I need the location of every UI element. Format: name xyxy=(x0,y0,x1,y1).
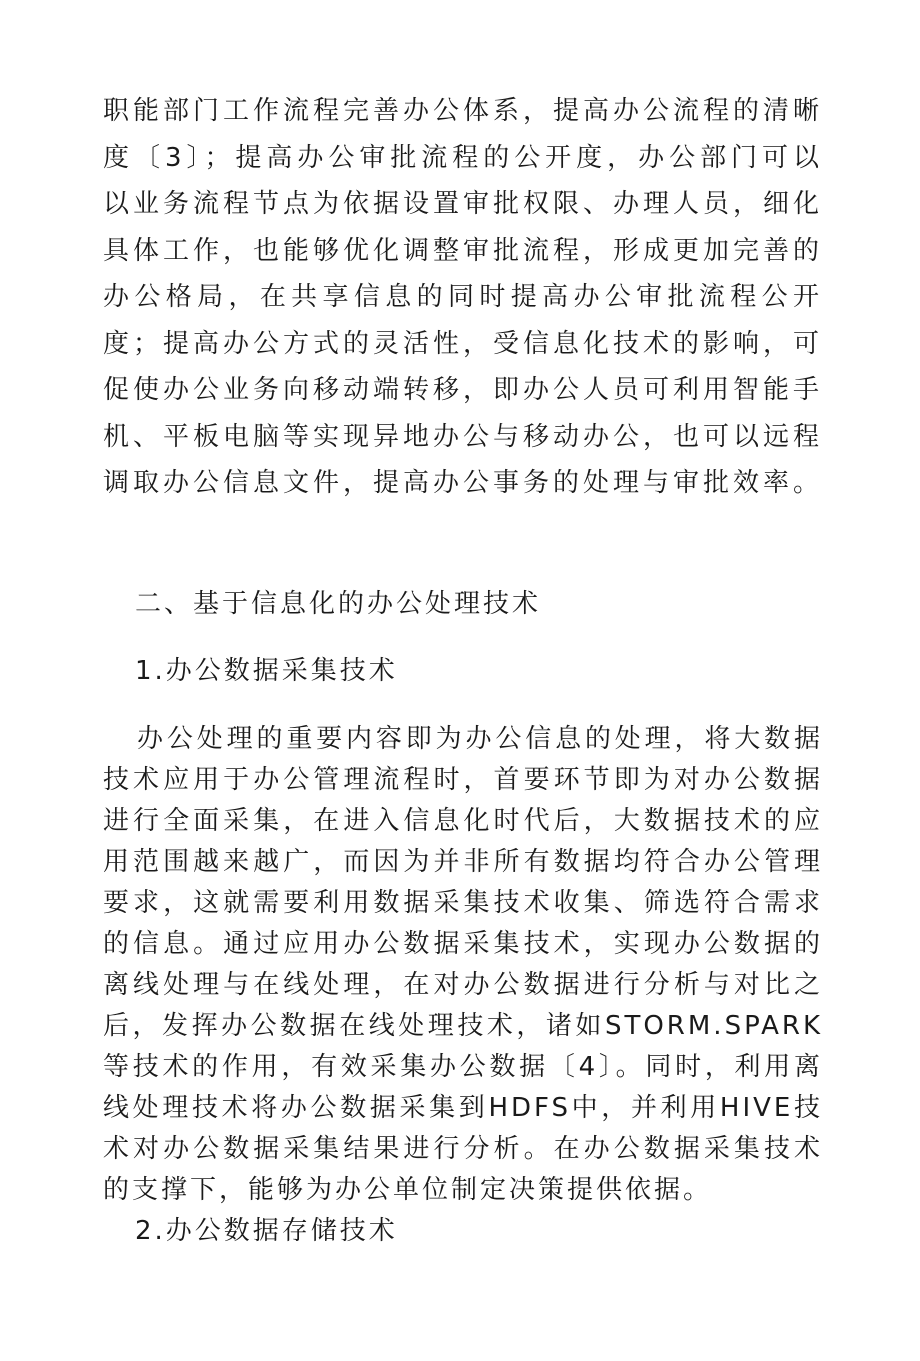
body-paragraph: 办公处理的重要内容即为办公信息的处理，将大数据技术应用于办公管理流程时，首要环节即为对办公数据进行全面采集，在进入信息化时代后，大数据技术的应用范围越来越广，而因为并非所有数据均符合办公管理要求，这就需要利用数据采集技术收集、筛选符合需求的信息。通过应用办公数据采集技术，实现办公数据的离线处理与在线处理，在对办公数据进行分析与对比之后，发挥办公数据在线处理技术，诸如STORM.SPARK等技术的作用，有效采集办公数据〔4〕。同时，利用离线处理技术将办公数据采集到HDFS中，并利用HIVE技术对办公数据采集结果进行分析。在办公数据采集技术的支撑下，能够为办公单位制定决策提供依据。 xyxy=(103,724,823,1205)
subsection-heading: 1.办公数据采集技术 xyxy=(135,656,398,686)
subsection-heading: 2.办公数据存储技术 xyxy=(135,1216,398,1246)
body-paragraph: 职能部门工作流程完善办公体系，提高办公流程的清晰度〔3〕；提高办公审批流程的公开度，办公部门可以以业务流程节点为依据设置审批权限、办理人员，细化具体工作，也能够优化调整审批流程，形成更加完善的办公格局，在共享信息的同时提高办公审批流程公开度；提高办公方式的灵活性，受信息化技术的影响，可促使办公业务向移动端转移，即办公人员可利用智能手机、平板电脑等实现异地办公与移动办公，也可以远程调取办公信息文件，提高办公事务的处理与审批效率。 xyxy=(103,96,824,498)
section-heading: 二、基于信息化的办公处理技术 xyxy=(135,589,542,619)
